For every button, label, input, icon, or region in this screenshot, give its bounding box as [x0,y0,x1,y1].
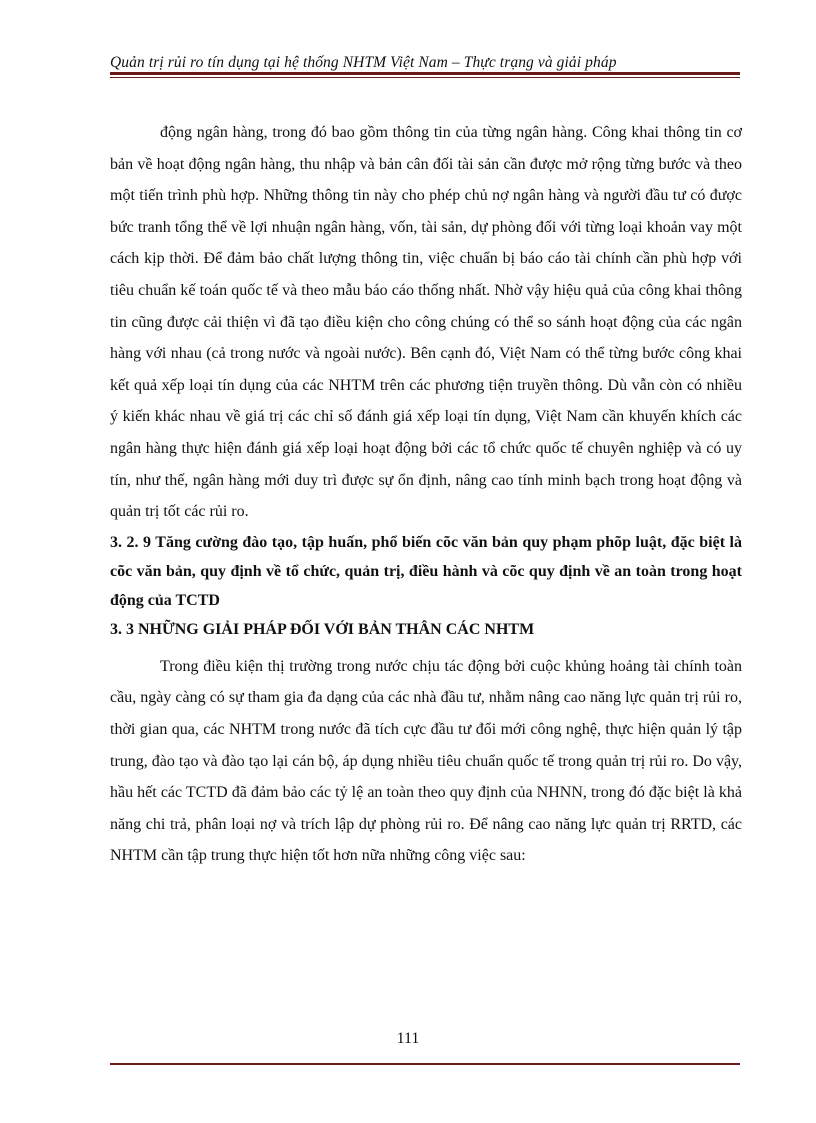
paragraph-section-3-3: Trong điều kiện thị trường trong nước chịu tác động bởi cuộc khủng hoảng tài chính toàn cầu, ngày càng có sự tham gia đa dạng của các nhà đầu tư, nhằm nâng cao năng lực quản trị rủi ro, thời gian qua, các NHTM trong nước đã tích cực đầu tư đổi mới công nghệ, thực hiện quản lý tập trung, đào tạo và đào tạo lại cán bộ, áp dụng nhiều tiêu chuẩn quốc tế trong quản trị rủi ro. Do vậy, hầu hết các TCTD đã đảm bảo các tỷ lệ an toàn theo quy định của NHNN, trong đó đặc biệt là khả năng chi trả, phân loại nợ và trích lập dự phòng rủi ro. Để nâng cao năng lực quản trị RRTD, các NHTM cần tập trung thực hiện tốt hơn nữa những công việc sau: [110,657,742,865]
section-heading-3-3: 3. 3 NHỮNG GIẢI PHÁP ĐỐI VỚI BẢN THÂN CÁC NHTM [110,620,535,638]
header-rule-thin [110,77,740,78]
body-text [110,117,742,872]
page-number: 111 [396,1030,420,1047]
footer-rule [110,1063,740,1065]
paragraph-continued: động ngân hàng, trong đó bao gồm thông tin của từng ngân hàng. Công khai thông tin cơ bản về hoạt động ngân hàng, thu nhập và bản cân đối tài sản cần được mở rộng từng bước và theo một tiến trình phù hợp. Những thông tin này cho phép chủ nợ ngân hàng và người đầu tư có được bức tranh tổng thể về lợi nhuận ngân hàng, vốn, tài sản, dự phòng đối với từng loại khoản vay một cách kịp thời. Để đảm bảo chất lượng thông tin, việc chuẩn bị báo cáo tài chính cần phù hợp với tiêu chuẩn kế toán quốc tế và theo mẫu báo cáo thống nhất. Nhờ vậy hiệu quả của công khai thông tin cũng được cải thiện vì đã tạo điều kiện cho công chúng có thể so sánh hoạt động của các ngân hàng với nhau (cả trong nước và ngoài nước). Bên cạnh đó, Việt Nam có thể từng bước công khai kết quả xếp loại tín dụng của các NHTM trên các phương tiện truyền thông. Dù vẫn còn có nhiều ý kiến khác nhau về giá trị các chỉ số đánh giá xếp loại tín dụng, Việt Nam cần khuyến khích các ngân hàng thực hiện đánh giá xếp loại hoạt động bởi các tổ chức quốc tế chuyên nghiệp và có uy tín, như thế, ngân hàng mới duy trì được sự ổn định, nâng cao tính minh bạch trong hoạt động và quản trị tốt các rủi ro. [110,124,742,521]
section-heading-3-2-9: 3. 2. 9 Tăng cường đào tạo, tập huấn, phổ biến cõc văn bản quy phạm phõp luật, đặc biệt là cõc văn bản, quy định về tổ chức, quản trị, điều hành và cõc quy định về an toàn trong hoạt động của TCTD [110,533,742,609]
running-header: Quản trị rủi ro tín dụng tại hệ thống NHTM Việt Nam – Thực trạng và giải pháp [110,54,617,71]
header-rule-thick [110,72,740,75]
